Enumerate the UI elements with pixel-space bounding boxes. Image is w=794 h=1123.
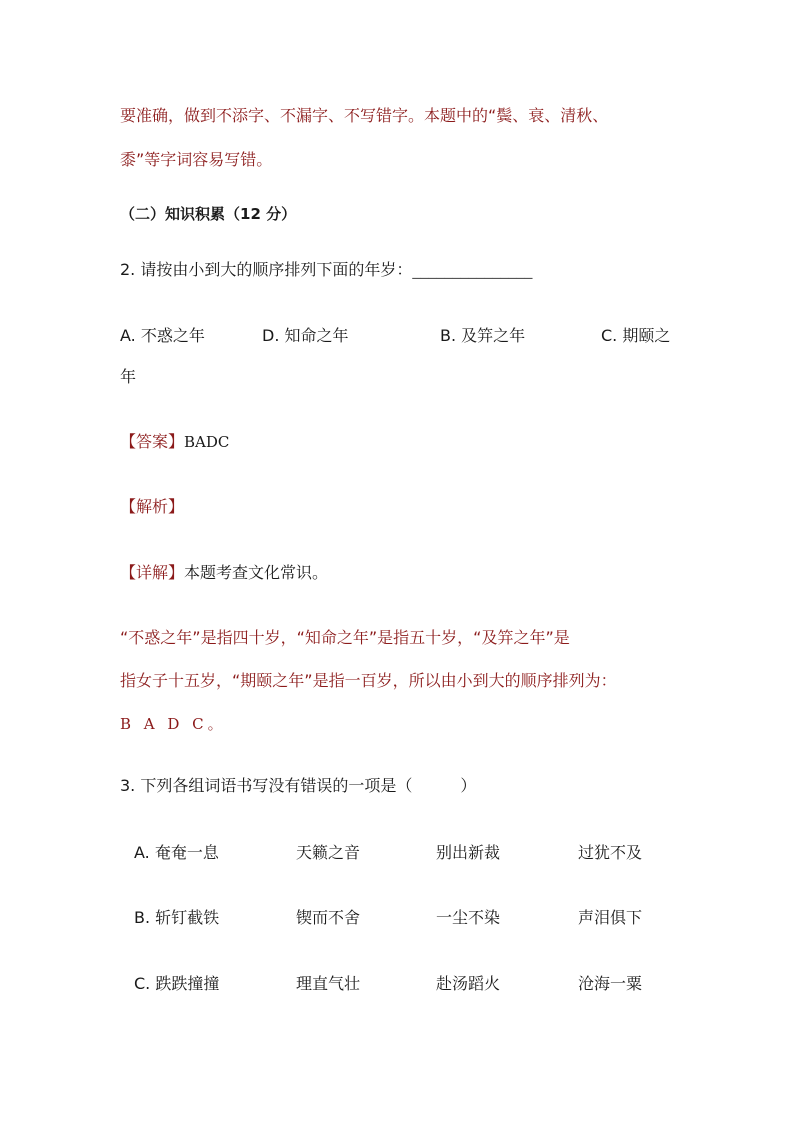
explanation-line: “不惑之年”是指四十岁，“知命之年”是指五十岁，“及笄之年”是 xyxy=(120,628,570,647)
option-row-a-word-1: A. 奄奄一息 xyxy=(134,843,219,862)
answer-tag: 【答案】 xyxy=(120,432,185,451)
explanation-line: B A D C。 xyxy=(120,715,227,733)
option-row-c-word-3: 赴汤蹈火 xyxy=(436,974,501,993)
option-row-a-word-2: 天籁之音 xyxy=(296,843,361,862)
option-row-a-word-4: 过犹不及 xyxy=(578,843,643,862)
option-row-b-word-4: 声泪俱下 xyxy=(578,908,643,927)
option-d: D. 知命之年 xyxy=(262,326,349,345)
option-row-c-word-2: 理直气壮 xyxy=(296,974,361,993)
option-row-a-word-3: 别出新裁 xyxy=(436,843,501,862)
option-c: C. 期颐之 xyxy=(601,326,671,345)
explanation-line: 指女子十五岁，“期颐之年”是指一百岁，所以由小到大的顺序排列为： xyxy=(120,671,617,690)
question-text: 2. 请按由小到大的顺序排列下面的年岁： xyxy=(120,260,413,279)
option-b: B. 及笄之年 xyxy=(440,326,526,345)
explanation-line: 要准确，做到不添字、不漏字、不写错字。本题中的“鬓、衰、清秋、 xyxy=(120,106,609,125)
detail-line xyxy=(120,563,328,583)
detail-tag: 【详解】 xyxy=(120,563,185,582)
answer-blank: _______________ xyxy=(412,260,533,279)
question-3-stem: 3. 下列各组词语书写没有错误的一项是（ ） xyxy=(120,776,477,795)
option-row-b-word-1: B. 斩钉截铁 xyxy=(134,908,220,927)
answer-value: BADC xyxy=(184,433,230,451)
option-row-c-word-1: C. 跌跌撞撞 xyxy=(134,974,220,993)
detail-text: 本题考查文化常识。 xyxy=(184,563,329,582)
option-row-b-word-2: 锲而不舍 xyxy=(296,908,361,927)
option-c-wrap: 年 xyxy=(120,367,137,386)
option-row-b-word-3: 一尘不染 xyxy=(436,908,501,927)
question-2-stem xyxy=(120,260,532,280)
analysis-tag: 【解析】 xyxy=(120,497,185,516)
answer-line xyxy=(120,432,229,452)
section-title: （二）知识积累（12 分） xyxy=(120,205,297,223)
option-row-c-word-4: 沧海一粟 xyxy=(578,974,643,993)
option-a: A. 不惑之年 xyxy=(120,326,205,345)
explanation-line: 黍”等字词容易写错。 xyxy=(120,150,273,169)
